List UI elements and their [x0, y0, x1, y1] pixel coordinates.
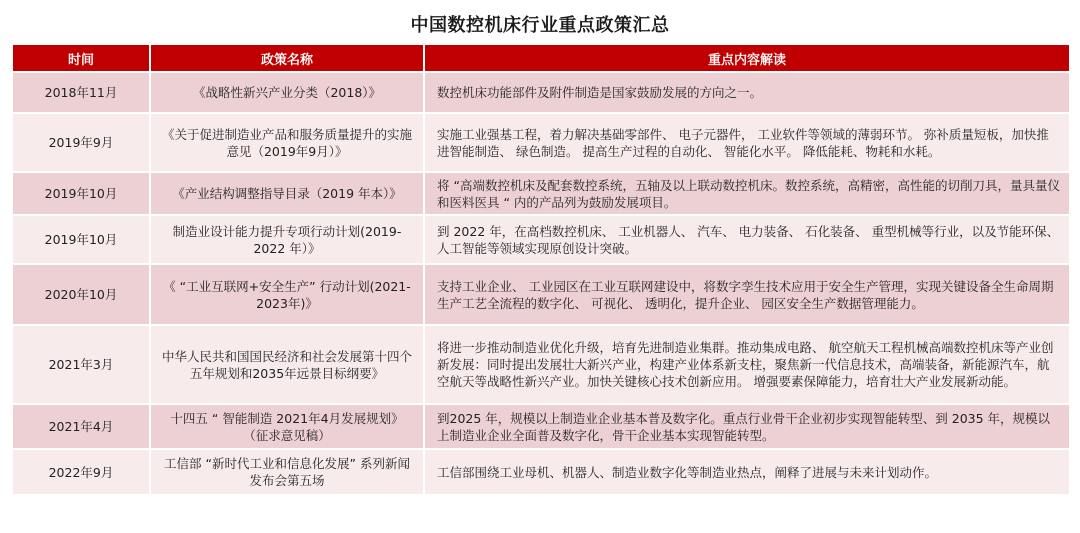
row-time: 2019年10月: [13, 173, 149, 214]
row-time: 2019年10月: [13, 216, 149, 263]
row-interpretation: 实施工业强基工程，着力解决基础零部件、 电子元器件， 工业软件等领域的薄弱环节。 弥补质量短板，加快推进智能制造、 绿色制造。 提高生产过程的自动化、 智能化水平。 降低能耗、物耗和水耗。: [425, 114, 1069, 171]
table-row: [13, 114, 1069, 171]
row-time: 2021年3月: [13, 326, 149, 403]
table-header-row: [13, 45, 1069, 71]
row-policy-name: 《产业结构调整指导目录（2019 年本）》: [151, 173, 423, 214]
row-policy-name: 工信部 “新时代工业和信息化发展” 系列新闻发布会第五场: [151, 450, 423, 494]
row-policy-name: 《关于促进制造业产品和服务质量提升的实施意见（2019年9月）》: [151, 114, 423, 171]
row-time: 2019年9月: [13, 114, 149, 171]
column-header-time: 时间: [13, 45, 149, 71]
row-policy-name: 《 “工业互联网+安全生产” 行动计划(2021-2023年)》: [151, 265, 423, 324]
row-time: 2021年4月: [13, 405, 149, 448]
table-row: [13, 73, 1069, 112]
row-interpretation: 到 2022 年，在高档数控机床、 工业机器人、 汽车、 电力装备、 石化装备、 重型机械等行业，以及节能环保、 人工智能等领域实现原创设计突破。: [425, 216, 1069, 263]
row-interpretation: 将进一步推动制造业优化升级，培育先进制造业集群。推动集成电路、 航空航天工程机械高端数控机床等产业创新发展：同时提出发展壮大新兴产业，构建产业体系新支柱，聚焦新一代信息技术，高端装备，新能源汽车，航空航天等战略性新兴产业。加快关键核心技术创新应用。 增强要素保障能力，培育壮大产业发展新动能。: [425, 326, 1069, 403]
row-interpretation: 支持工业企业、 工业园区在工业互联网建设中，将数字孪生技术应用于安全生产管理，实现关键设备全生命周期生产工艺全流程的数字化、 可视化、 透明化，提升企业、 园区安全生产数据管理能力。: [425, 265, 1069, 324]
table-row: [13, 216, 1069, 263]
row-policy-name: 制造业设计能力提升专项行动计划(2019-2022 年）》: [151, 216, 423, 263]
table-row: [13, 173, 1069, 214]
row-time: 2022年9月: [13, 450, 149, 494]
column-header-interpretation: 重点内容解读: [425, 45, 1069, 71]
row-interpretation: 工信部围绕工业母机、机器人、制造业数字化等制造业热点，阐释了进展与未来计划动作。: [425, 450, 1069, 494]
row-interpretation: 数控机床功能部件及附件制造是国家鼓励发展的方向之一。: [425, 73, 1069, 112]
page-title: 中国数控机床行业重点政策汇总: [410, 15, 670, 36]
row-policy-name: 中华人民共和国国民经济和社会发展第十四个五年规划和2035年远景目标纲要》: [151, 326, 423, 403]
row-policy-name: 十四五 “ 智能制造 2021年4月发展规划》 （征求意见稿）: [151, 405, 423, 448]
policy-table: [11, 43, 1071, 496]
table-row: [13, 405, 1069, 448]
column-header-policy-name: 政策名称: [151, 45, 423, 71]
row-time: 2020年10月: [13, 265, 149, 324]
table-row: [13, 265, 1069, 324]
row-interpretation: 将 “高端数控机床及配套数控系统，五轴及以上联动数控机床。数控系统，高精密，高性能的切削刀具，量具量仪和医料医具 “ 内的产品列为鼓励发展项目。: [425, 173, 1069, 214]
row-time: 2018年11月: [13, 73, 149, 112]
table-row: [13, 326, 1069, 403]
table-row: [13, 450, 1069, 494]
row-interpretation: 到2025 年，规模以上制造业企业基本普及数字化。重点行业骨干企业初步实现智能转型、到 2035 年，规模以上制造业企业全面普及数字化，骨干企业基本实现智能转型。: [425, 405, 1069, 448]
row-policy-name: 《战略性新兴产业分类（2018）》: [151, 73, 423, 112]
